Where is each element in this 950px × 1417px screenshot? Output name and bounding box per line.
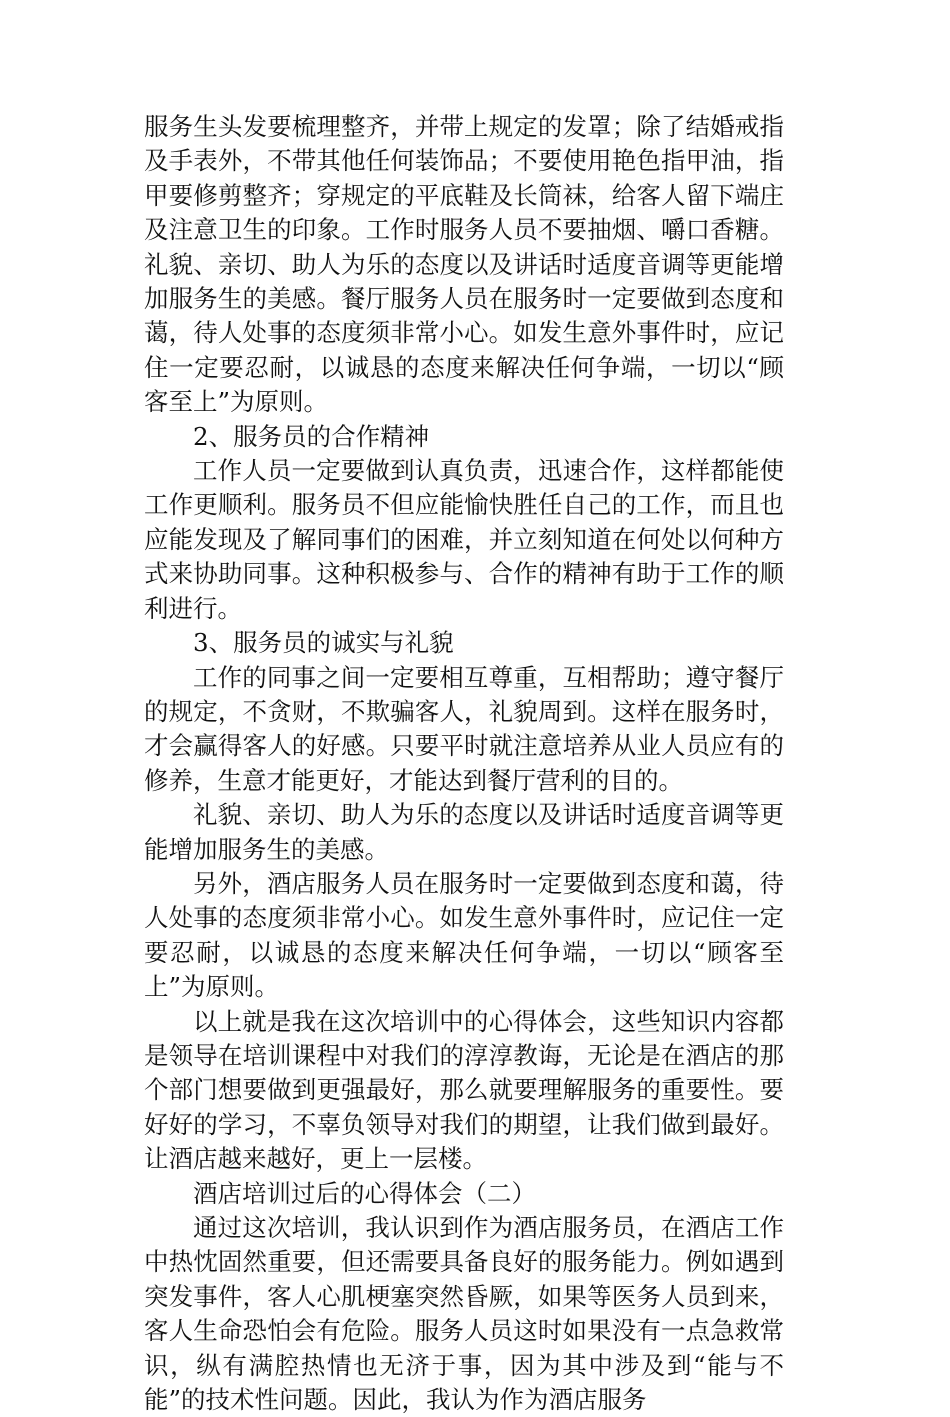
paragraph-6: 以上就是我在这次培训中的心得体会，这些知识内容都是领导在培训课程中对我们的淳淳教诲，无论是在酒店的那个部门想要做到更强最好，那么就要理解服务的重要性。要好好的学习，不辜负领导对我们的期望，让我们做到最好。让酒店越来越好，更上一层楼。	[144, 1006, 784, 1174]
paragraph-1: 服务生头发要梳理整齐，并带上规定的发罩；除了结婚戒指及手表外，不带其他任何装饰品；不要使用艳色指甲油，指甲要修剪整齐；穿规定的平底鞋及长筒袜，给客人留下端庄及注意卫生的印象。工作时服务人员不要抽烟、嚼口香糖。礼貌、亲切、助人为乐的态度以及讲话时适度音调等更能增加服务生的美感。餐厅服务人员在服务时一定要做到态度和蔼，待人处事的态度须非常小心。如发生意外事件时，应记住一定要忍耐，以诚恳的态度来解决任何争端，一切以“顾客至上”为原则。	[144, 112, 784, 417]
section-heading-cooperation: 2、服务员的合作精神	[193, 421, 430, 451]
paragraph-2: 工作人员一定要做到认真负责，迅速合作，这样都能使工作更顺利。服务员不但应能愉快胜任自己的工作，而且也应能发现及了解同事们的困难，并立刻知道在何处以何种方式来协助同事。这种积极参与、合作的精神有助于工作的顺利进行。	[144, 456, 784, 623]
document-page	[144, 110, 784, 1417]
section-heading-honesty: 3、服务员的诚实与礼貌	[193, 628, 454, 658]
paragraph-5: 另外，酒店服务人员在服务时一定要做到态度和蔼，待人处事的态度须非常小心。如发生意外事件时，应记住一定要忍耐，以诚恳的态度来解决任何争端，一切以“顾客至上”为原则。	[144, 868, 784, 1002]
paragraph-3: 工作的同事之间一定要相互尊重，互相帮助；遵守餐厅的规定，不贪财，不欺骗客人，礼貌周到。这样在服务时，才会赢得客人的好感。只要平时就注意培养从业人员应有的修养，生意才能更好，才能达到餐厅营利的目的。	[144, 662, 784, 795]
section-heading-part-two: 酒店培训过后的心得体会（二）	[193, 1178, 536, 1208]
paragraph-4: 礼貌、亲切、助人为乐的态度以及讲话时适度音调等更能增加服务生的美感。	[144, 800, 784, 864]
paragraph-7: 通过这次培训，我认识到作为酒店服务员，在酒店工作中热忱固然重要，但还需要具备良好的服务能力。例如遇到突发事件，客人心肌梗塞突然昏厥，如果等医务人员到来，客人生命恐怕会有危险。服务人员这时如果没有一点急救常识，纵有满腔热情也无济于事，因为其中涉及到“能与不能”的技术性问题。因此，我认为作为酒店服务	[144, 1213, 784, 1415]
